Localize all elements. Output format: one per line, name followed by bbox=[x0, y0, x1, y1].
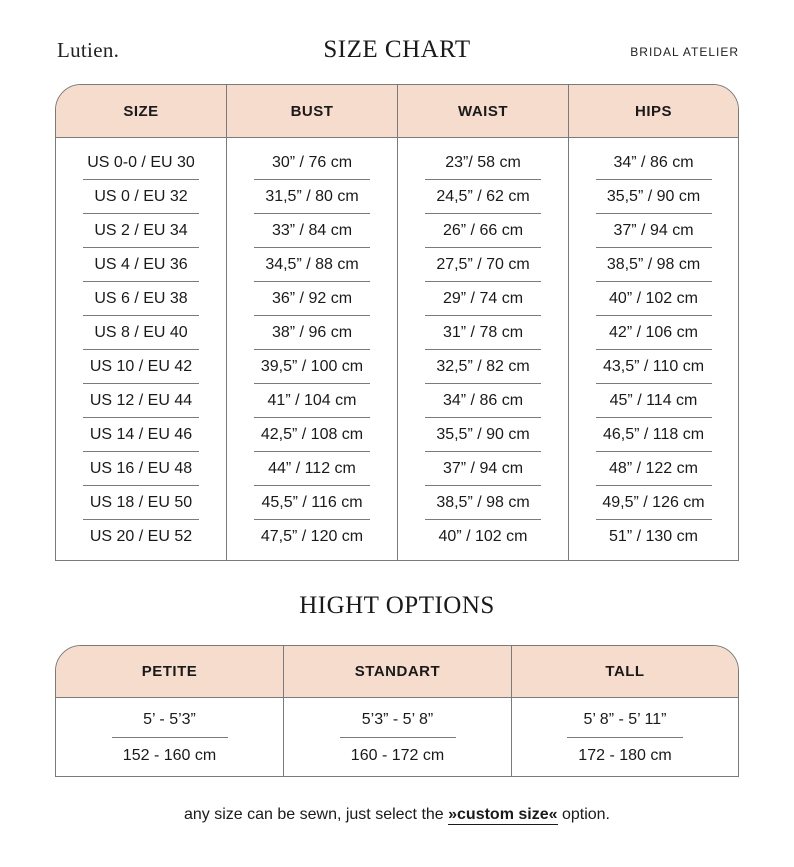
hips-cell: 42” / 106 cm bbox=[569, 316, 738, 350]
waist-cell: 31” / 78 cm bbox=[398, 316, 568, 350]
standart-metric: 160 - 172 cm bbox=[350, 747, 445, 764]
tall-metric: 172 - 180 cm bbox=[578, 747, 672, 764]
bust-cell: 31,5” / 80 cm bbox=[227, 180, 397, 214]
page-title: SIZE CHART bbox=[323, 36, 471, 63]
hips-cell: 51” / 130 cm bbox=[609, 528, 698, 545]
waist-cell: 29” / 74 cm bbox=[398, 282, 568, 316]
waist-cell: 26” / 66 cm bbox=[398, 214, 568, 248]
bust-cell: 45,5” / 116 cm bbox=[227, 486, 397, 520]
column-header-waist: WAIST bbox=[398, 85, 569, 137]
hips-cell: 46,5” / 118 cm bbox=[569, 418, 738, 452]
bust-cell: 41” / 104 cm bbox=[227, 384, 397, 418]
waist-cell: 34” / 86 cm bbox=[398, 384, 568, 418]
footer-text-before: any size can be sewn, just select the bbox=[183, 806, 449, 823]
bust-cell: 36” / 92 cm bbox=[227, 282, 397, 316]
size-chart-body bbox=[56, 138, 738, 561]
bust-cell: 34,5” / 88 cm bbox=[227, 248, 397, 282]
bust-cell: 33” / 84 cm bbox=[227, 214, 397, 248]
waist-column bbox=[398, 138, 569, 561]
brand-tagline: BRIDAL ATELIER bbox=[630, 45, 739, 59]
hips-cell: 34” / 86 cm bbox=[569, 146, 738, 180]
size-cell: US 6 / EU 38 bbox=[56, 282, 226, 316]
column-header-standart: STANDART bbox=[284, 646, 512, 697]
size-cell: US 18 / EU 50 bbox=[56, 486, 226, 520]
bust-column bbox=[227, 138, 398, 561]
size-cell: US 14 / EU 46 bbox=[56, 418, 226, 452]
bust-cell: 47,5” / 120 cm bbox=[260, 528, 364, 545]
column-header-hips: HIPS bbox=[634, 102, 672, 120]
size-cell: US 4 / EU 36 bbox=[56, 248, 226, 282]
waist-cell: 37” / 94 cm bbox=[398, 452, 568, 486]
hips-cell: 40” / 102 cm bbox=[569, 282, 738, 316]
hips-column bbox=[569, 138, 738, 561]
tall-imperial: 5’ 8” - 5’ 11” bbox=[512, 702, 738, 738]
waist-cell: 38,5” / 98 cm bbox=[398, 486, 568, 520]
bust-cell: 39,5” / 100 cm bbox=[227, 350, 397, 384]
size-cell: US 0-0 / EU 30 bbox=[56, 146, 226, 180]
hips-cell: 49,5” / 126 cm bbox=[569, 486, 738, 520]
size-cell: US 2 / EU 34 bbox=[56, 214, 226, 248]
waist-cell: 23”/ 58 cm bbox=[398, 146, 568, 180]
hips-cell: 48” / 122 cm bbox=[569, 452, 738, 486]
column-header-bust: BUST bbox=[227, 85, 398, 137]
column-header-size: SIZE bbox=[56, 85, 227, 137]
hips-cell: 45” / 114 cm bbox=[569, 384, 738, 418]
footer-text-after: option. bbox=[557, 806, 610, 823]
bust-cell: 38” / 96 cm bbox=[227, 316, 397, 350]
waist-cell: 24,5” / 62 cm bbox=[398, 180, 568, 214]
size-cell: US 16 / EU 48 bbox=[56, 452, 226, 486]
column-header-tall: TALL bbox=[605, 663, 645, 680]
height-options-table bbox=[55, 645, 739, 777]
size-cell: US 0 / EU 32 bbox=[56, 180, 226, 214]
petite-column bbox=[56, 698, 284, 777]
waist-cell: 27,5” / 70 cm bbox=[398, 248, 568, 282]
column-header-petite: PETITE bbox=[56, 646, 284, 697]
size-cell: US 20 / EU 52 bbox=[89, 528, 193, 545]
size-column bbox=[56, 138, 227, 561]
size-chart-header bbox=[56, 85, 738, 138]
size-cell: US 12 / EU 44 bbox=[56, 384, 226, 418]
standart-column bbox=[284, 698, 512, 777]
standart-imperial: 5’3” - 5’ 8” bbox=[284, 702, 511, 738]
petite-imperial: 5’ - 5’3” bbox=[56, 702, 283, 738]
height-options-title: HIGHT OPTIONS bbox=[299, 592, 495, 619]
hips-cell: 38,5” / 98 cm bbox=[569, 248, 738, 282]
bust-cell: 42,5” / 108 cm bbox=[227, 418, 397, 452]
height-options-header bbox=[56, 646, 738, 698]
size-cell: US 8 / EU 40 bbox=[56, 316, 226, 350]
size-cell: US 10 / EU 42 bbox=[56, 350, 226, 384]
custom-size-option: »custom size« bbox=[448, 806, 558, 823]
waist-cell: 35,5” / 90 cm bbox=[398, 418, 568, 452]
waist-cell: 40” / 102 cm bbox=[438, 528, 528, 545]
brand-logo: Lutien. bbox=[57, 38, 120, 62]
hips-cell: 43,5” / 110 cm bbox=[569, 350, 738, 384]
tall-column bbox=[512, 698, 738, 777]
footer-note bbox=[0, 806, 794, 824]
size-chart-table bbox=[55, 84, 739, 561]
waist-cell: 32,5” / 82 cm bbox=[398, 350, 568, 384]
hips-cell: 37” / 94 cm bbox=[569, 214, 738, 248]
bust-cell: 30” / 76 cm bbox=[227, 146, 397, 180]
bust-cell: 44” / 112 cm bbox=[227, 452, 397, 486]
height-options-body bbox=[56, 698, 738, 777]
hips-cell: 35,5” / 90 cm bbox=[569, 180, 738, 214]
petite-metric: 152 - 160 cm bbox=[122, 747, 217, 764]
